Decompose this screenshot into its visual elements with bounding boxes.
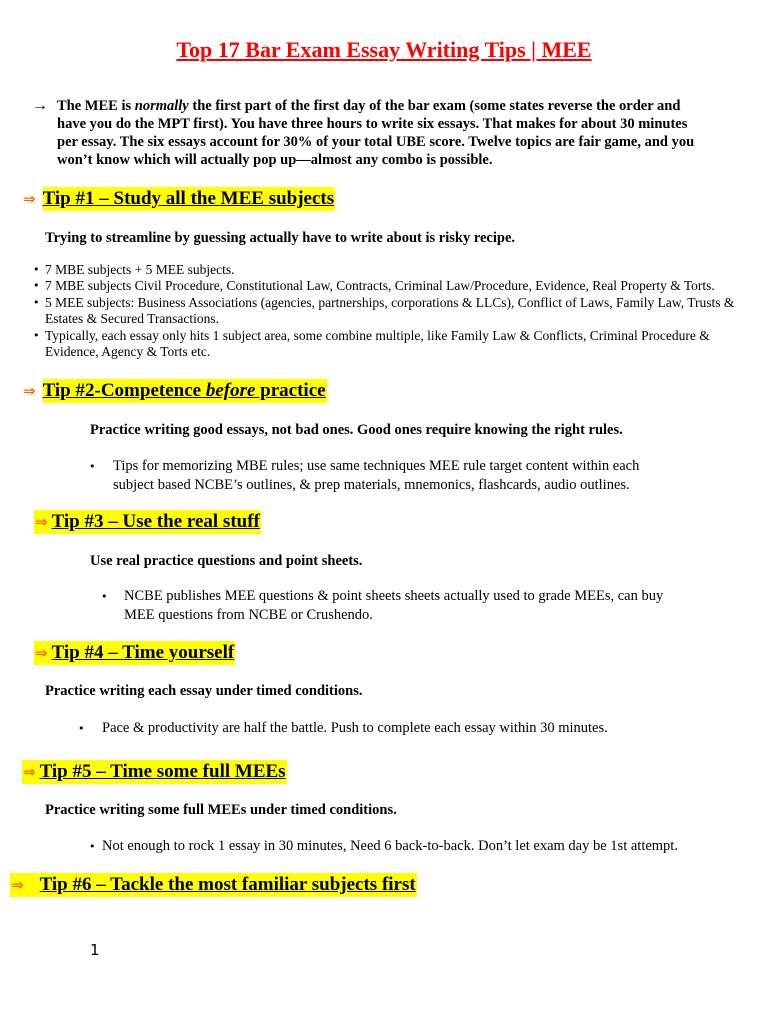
- list-item: • Typically, each essay only hits 1 subject area, some combine multiple, like Family Law & Conflicts, Criminal Procedure & Evidence, Agency & Torts etc.: [33, 328, 743, 361]
- bullet-dot-icon: •: [101, 590, 108, 603]
- tip-4-label: Tip #4 – Time yourself: [51, 642, 235, 663]
- double-arrow-icon: ⇒: [23, 382, 36, 400]
- intro-text-rest: the first part of the first day of the bar exam (some states reverse the order and have you do the MPT first). You have three hours to write six essays. That makes for about 30 minutes per essay. The six essays account for 30% of your total UBE score. Twelve topics are fair game, and you won’t know which will actually pop up—almost any combo is possible.: [57, 98, 695, 168]
- tip-2-label: [43, 379, 327, 403]
- tip-1-heading: [22, 187, 335, 211]
- tip-6-label: Tip #6 – Tackle the most familiar subjects first: [39, 874, 416, 895]
- double-arrow-icon: ⇒: [23, 190, 36, 208]
- list-item: • 7 MBE subjects + 5 MEE subjects.: [33, 262, 743, 278]
- tip-2-label-italic: before: [205, 380, 256, 401]
- tip-3-label: Tip #3 – Use the real stuff: [51, 511, 260, 532]
- list-item: • 5 MEE subjects: Business Associations (agencies, partnerships, corporations & LLCs), Conflict of Laws, Family Law, Trusts & Estates & Secured Transactions.: [33, 295, 743, 328]
- bullet-dot-icon: •: [78, 722, 85, 735]
- tip-1-label: Tip #1 – Study all the MEE subjects: [42, 188, 335, 209]
- bullet-dot-icon: •: [89, 840, 96, 853]
- tip-4-heading: [34, 641, 235, 665]
- intro-italic-word: normally: [134, 98, 189, 114]
- tip-2-label-start: Tip #2-Competence: [42, 380, 206, 401]
- list-item: NCBE publishes MEE questions & point sheets sheets actually used to grade MEEs, can buy MEE questions from NCBE or Crushendo.: [124, 588, 664, 623]
- tip-2-subtitle: Practice writing good essays, not bad ones. Good ones require knowing the right rules.: [90, 422, 623, 438]
- list-item: Not enough to rock 1 essay in 30 minutes, Need 6 back-to-back. Don’t let exam day be 1st attempt.: [102, 838, 678, 854]
- double-arrow-icon: ⇒: [34, 510, 52, 534]
- tip-1-bullet-list: [33, 262, 743, 360]
- tip-5-label: Tip #5 – Time some full MEEs: [39, 761, 286, 782]
- intro-paragraph: [57, 97, 697, 169]
- tip-3-subtitle: Use real practice questions and point sheets.: [90, 553, 363, 569]
- tip-2-label-end: practice: [255, 380, 326, 401]
- document-title: Top 17 Bar Exam Essay Writing Tips | MEE: [176, 37, 592, 62]
- list-item: • 7 MBE subjects Civil Procedure, Constitutional Law, Contracts, Criminal Law/Procedure, Evidence, Real Property & Torts.: [33, 278, 743, 294]
- double-arrow-icon: ⇒: [22, 760, 40, 784]
- list-item: Pace & productivity are half the battle. Push to complete each essay within 30 minutes.: [102, 720, 608, 736]
- tip-5-heading: [22, 760, 287, 784]
- bullet-dot-icon: •: [89, 460, 96, 473]
- tip-2-heading: [22, 379, 327, 403]
- double-arrow-icon: ⇒: [34, 641, 52, 665]
- double-arrow-icon: ⇒: [10, 873, 28, 897]
- right-arrow-icon: →: [32, 97, 48, 114]
- tip-6-heading: [10, 873, 417, 897]
- tip-4-subtitle: Practice writing each essay under timed conditions.: [45, 683, 363, 699]
- tip-5-subtitle: Practice writing some full MEEs under timed conditions.: [45, 802, 397, 818]
- intro-text-start: The MEE is: [57, 98, 135, 114]
- page-number: 1: [90, 941, 100, 959]
- list-item: Tips for memorizing MBE rules; use same techniques MEE rule target content within each subject based NCBE’s outlines, & prep materials, mnemonics, flashcards, audio outlines.: [113, 458, 640, 493]
- tip-1-subtitle: Trying to streamline by guessing actually have to write about is risky recipe.: [45, 230, 516, 246]
- tip-3-heading: [34, 510, 261, 534]
